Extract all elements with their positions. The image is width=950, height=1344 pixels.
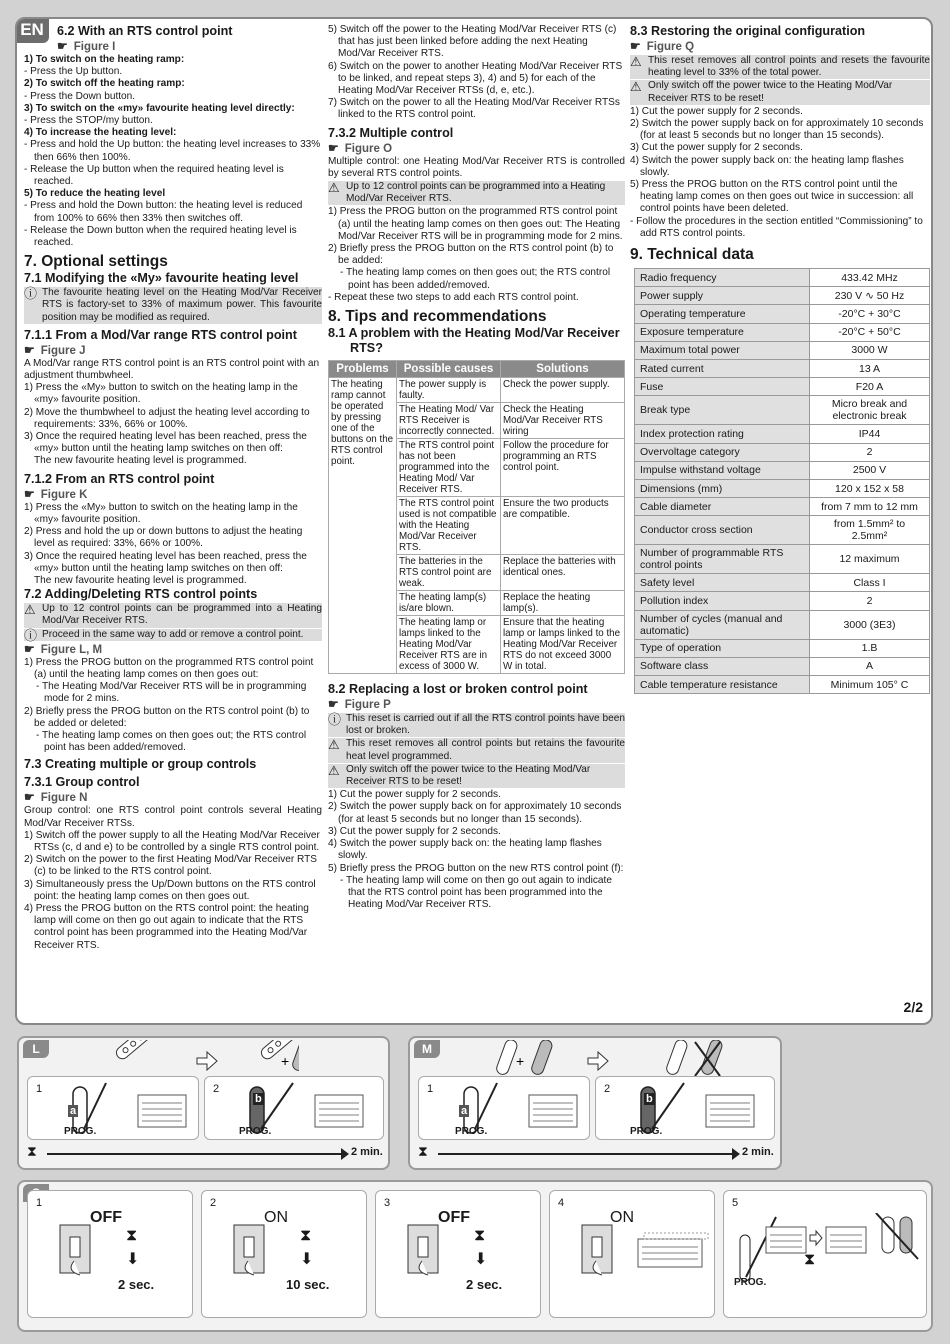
figure-l — [17, 1036, 390, 1170]
step-text: - The heating lamp comes on then goes out; the RTS control point has been added/removed. — [340, 267, 611, 291]
warning-icon: ⚠ — [630, 79, 642, 95]
cause-cell: The Heating Mod/ Var RTS Receiver is incorrectly connected. — [397, 403, 501, 439]
down-arrow-icon: ⬇ — [300, 1251, 314, 1268]
step-text: 1) Press the «My» button to switch on the heating lamp in the «my» favourite position. — [24, 382, 298, 406]
remote-icon — [665, 1040, 689, 1076]
tech-value: F20 A — [810, 378, 930, 396]
tech-label: Type of operation — [635, 639, 810, 657]
step-text: - Press the Up button. — [24, 66, 123, 78]
tech-row — [635, 479, 930, 497]
tech-value: 12 maximum — [810, 545, 930, 574]
cause-cell: The RTS control point used is not compatible with the Heating Mod/Var Receiver RTS. — [397, 497, 501, 555]
figure-p-ref: ☛ Figure P — [328, 697, 391, 712]
tech-value: from 7 mm to 12 mm — [810, 498, 930, 516]
info-icon: ⓘ — [328, 712, 342, 728]
tech-row — [635, 574, 930, 592]
prog-label: PROG. — [630, 1126, 663, 1137]
tech-row — [635, 378, 930, 396]
step-text: 3) Once the required heating level has been reached, press the «my» button until the heating lamp switches on then off: — [24, 431, 307, 455]
figure-o-ref: ☛ Figure O — [328, 140, 393, 155]
panel-number: 2 — [213, 1083, 220, 1095]
tech-value: A — [810, 657, 930, 675]
remote-icon — [700, 1040, 724, 1076]
panel-number: 1 — [36, 1083, 43, 1095]
hourglass-icon: ⧗ — [418, 1143, 428, 1159]
step-text: 1) Press the «My» button to switch on the heating lamp in the «my» favourite position. — [24, 501, 298, 525]
solution-cell: Ensure the two products are compatible. — [501, 497, 625, 555]
paragraph: A Mod/Var range RTS control point is an RTS control point with an adjustment thumbwheel. — [24, 357, 320, 382]
step-text: 2) Press and hold the up or down buttons to adjust the heating level as required: 33%, 66% or 100%. — [24, 526, 303, 550]
tech-row — [635, 610, 930, 639]
cause-cell: The heating lamp(s) is/are blown. — [397, 591, 501, 616]
figure-q-panel-5 — [723, 1190, 927, 1318]
step-text: 3) Cut the power supply for 2 seconds. — [630, 142, 803, 154]
tech-value: -20°C + 30°C — [810, 305, 930, 323]
tech-value: 3000 (3E3) — [810, 610, 930, 639]
down-arrow-icon: ⬇ — [474, 1251, 488, 1268]
panel-number: 4 — [558, 1197, 565, 1209]
arrow-head-icon — [341, 1148, 349, 1160]
figure-n-ref: ☛ Figure N — [24, 790, 88, 805]
state-label: OFF — [90, 1209, 122, 1226]
hourglass-icon: ⧗ — [804, 1251, 816, 1268]
remote-icon — [530, 1040, 554, 1076]
heading-8: 8. Tips and recommendations — [328, 308, 547, 326]
circuit-breaker-icon — [230, 1221, 270, 1277]
heading-7-1: 7.1 Modifying the «My» favourite heating level — [24, 271, 299, 286]
step-text: 1) Switch off the power supply to all the Heating Mod/Var Receiver RTSs (c, d and e) to be controlled by a single RTS control point. — [24, 829, 320, 853]
circuit-breaker-icon — [578, 1221, 618, 1277]
tech-label: Exposure temperature — [635, 323, 810, 341]
tech-row — [635, 269, 930, 287]
svg-text:+: + — [281, 1053, 290, 1069]
pointing-hand-icon: ☛ — [24, 486, 35, 501]
control-point-label: a — [461, 1105, 468, 1117]
figure-l-panel-1 — [27, 1076, 199, 1140]
heading-7-1-2: 7.1.2 From an RTS control point — [24, 471, 215, 486]
step-text: - Release the Down button when the required heating level is reached. — [24, 224, 297, 249]
timeline-arrow — [47, 1153, 345, 1155]
figure-label: L — [23, 1040, 49, 1058]
tech-value: -20°C + 50°C — [810, 323, 930, 341]
step-text: 2) Briefly press the PROG button on the RTS control point (b) to be added or deleted: — [24, 705, 310, 729]
hourglass-icon: ⧗ — [474, 1227, 486, 1244]
warning-note: ⚠ Only switch off the power twice to the Heating Mod/Var Receiver RTS to be reset! — [328, 764, 625, 788]
step-text: 4) Press the PROG button on the RTS control point: the heating lamp will come on then go out again to indicate that the RTS control point has been programmed into the Heating Mod/Var Receiver RTS. — [24, 902, 309, 951]
figure-lm-ref: ☛ Figure L, M — [24, 641, 103, 656]
tech-row — [635, 498, 930, 516]
solution-cell: Follow the procedure for programming an RTS control point. — [501, 439, 625, 497]
tech-row — [635, 545, 930, 574]
arrow-icon — [197, 1052, 217, 1070]
warning-icon: ⚠ — [630, 54, 642, 69]
figure-m-panel-2 — [595, 1076, 775, 1140]
prog-label: PROG. — [455, 1126, 488, 1137]
step-text: 5) Press the PROG button on the RTS control point until the heating lamp comes on then goes out twice in succession: all control points have been deleted. — [630, 179, 914, 215]
heading-6-2: 6.2 With an RTS control point — [57, 24, 233, 38]
pointing-hand-icon: ☛ — [24, 342, 35, 357]
panel-number: 1 — [36, 1197, 43, 1209]
warning-note: ⚠ Up to 12 control points can be programmed into a Heating Mod/Var Receiver RTS. — [24, 602, 322, 627]
info-note: ⓘ The favourite heating level on the Heating Mod/Var Receiver RTS is factory-set to 33% of maximum power. This favourite position may be modified as required. — [24, 286, 322, 323]
step-text: - Repeat these two steps to add each RTS control point. — [328, 291, 579, 303]
tech-label: Number of cycles (manual and automatic) — [635, 610, 810, 639]
cause-cell: The batteries in the RTS control point are weak. — [397, 555, 501, 591]
document-page — [15, 17, 933, 1025]
figure-m-panel-1 — [418, 1076, 590, 1140]
tech-value: 3000 W — [810, 341, 930, 359]
tech-row — [635, 359, 930, 377]
step-text: - The heating lamp comes on then goes out; the RTS control point has been added/removed. — [36, 729, 307, 754]
step-text: 2) Switch the power supply back on for approximately 10 seconds (for at least 5 seconds but no longer than 15 seconds). — [328, 801, 622, 825]
step-text: 2) Switch on the power to the first Heating Mod/Var Receiver RTS (c) to be linked to the RTS control point. — [24, 854, 318, 878]
pointing-hand-icon: ☛ — [328, 697, 339, 712]
prog-label: PROG. — [239, 1126, 272, 1137]
cause-cell: The power supply is faulty. — [397, 378, 501, 403]
warning-note: ⚠ Only switch off the power twice to the Heating Mod/Var Receiver RTS to be reset! — [630, 80, 930, 104]
step-text: 3) Once the required heating level has been reached, press the «my» button until the heating lamp switches on then off: — [24, 550, 307, 574]
column-2 — [328, 24, 625, 911]
figure-k-ref: ☛ Figure K — [24, 486, 88, 501]
tech-value: 433.42 MHz — [810, 269, 930, 287]
heading-7-3-2: 7.3.2 Multiple control — [328, 125, 454, 140]
solution-cell: Check the Heating Mod/Var Receiver RTS wiring — [501, 403, 625, 439]
step-heading: 1) To switch on the heating ramp: — [24, 54, 185, 65]
pointing-hand-icon: ☛ — [57, 39, 68, 53]
tech-value: 1.B — [810, 639, 930, 657]
warning-note: ⚠ Up to 12 control points can be programmed into a Heating Mod/Var Receiver RTS. — [328, 181, 625, 205]
cause-cell: The RTS control point has not been programmed into the Heating Mod/ Var Receiver RTS. — [397, 439, 501, 497]
heading-7-1-1: 7.1.1 From a Mod/Var range RTS control point — [24, 327, 297, 342]
heading-9: 9. Technical data — [630, 246, 754, 264]
step-text: 1) Cut the power supply for 2 seconds. — [630, 105, 803, 117]
tech-label: Conductor cross section — [635, 516, 810, 545]
prog-label: PROG. — [64, 1126, 97, 1137]
step-text: - Press the STOP/my button. — [24, 115, 153, 127]
arrow-head-icon — [732, 1148, 740, 1160]
heading-7-3: 7.3 Creating multiple or group controls — [24, 757, 257, 772]
tech-value: 2 — [810, 592, 930, 610]
tech-label: Overvoltage category — [635, 443, 810, 461]
step-text: - Release the Up button when the required heating level is reached. — [24, 163, 284, 188]
step-text: 2) Switch the power supply back on for approximately 10 seconds (for at least 5 seconds but no longer than 15 seconds). — [630, 118, 924, 142]
cause-cell: The heating lamp or lamps linked to the Heating Mod/Var Receiver RTS are in excess of 3000 W. — [397, 616, 501, 674]
step-text: The new favourite heating level is programmed. — [34, 455, 247, 467]
panel-number: 3 — [384, 1197, 391, 1209]
warning-icon: ⚠ — [328, 737, 340, 753]
panel-number: 2 — [604, 1083, 611, 1095]
heading-7-3-1: 7.3.1 Group control — [24, 775, 140, 790]
pointing-hand-icon: ☛ — [24, 641, 35, 656]
tech-label: Power supply — [635, 287, 810, 305]
tech-row — [635, 657, 930, 675]
figure-q-panel-3 — [375, 1190, 541, 1318]
column-header: Problems — [329, 361, 397, 378]
step-text: 2) Move the thumbwheel to adjust the heating level according to requirements: 33%, 66% or 100%. — [24, 406, 310, 430]
tech-value: Micro break and electronic break — [810, 396, 930, 425]
step-text: 4) Switch the power supply back on: the heating lamp flashes slowly. — [328, 838, 602, 862]
column-header: Possible causes — [397, 361, 501, 378]
technical-data-table — [634, 268, 930, 694]
heading-7-2: 7.2 Adding/Deleting RTS control points — [24, 587, 258, 602]
figure-label: M — [414, 1040, 440, 1058]
panel-number: 5 — [732, 1197, 739, 1209]
paragraph: Group control: one RTS control point controls several Heating Mod/Var Receiver RTSs. — [24, 805, 322, 829]
tech-row — [635, 443, 930, 461]
remote-icon — [291, 1040, 299, 1072]
tech-row — [635, 516, 930, 545]
solution-cell: Replace the batteries with identical ones. — [501, 555, 625, 591]
hourglass-icon: ⧗ — [27, 1143, 37, 1159]
info-note: ⓘ This reset is carried out if all the RTS control points have been lost or broken. — [328, 712, 625, 737]
step-text: 7) Switch on the power to all the Heating Mod/Var Receiver RTSs linked to the RTS control point. — [328, 97, 620, 121]
tech-row — [635, 305, 930, 323]
warning-icon: ⚠ — [328, 180, 340, 196]
step-text: 4) Switch the power supply back on: the heating lamp flashes slowly. — [630, 154, 904, 178]
paragraph: Multiple control: one Heating Mod/Var Receiver RTS is controlled by several RTS control points. — [328, 155, 625, 179]
control-point-label: a — [70, 1105, 77, 1117]
tech-row — [635, 425, 930, 443]
tech-label: Pollution index — [635, 592, 810, 610]
panel-number: 2 — [210, 1197, 217, 1209]
step-text: 6) Switch on the power to another Heating Mod/Var Receiver RTS to be linked, and repeat steps 3), 4) and 5) for each of the Heating Mod/Var Receiver RTSs (d, e, etc.). — [328, 60, 623, 97]
state-label: ON — [610, 1209, 634, 1226]
figure-q — [17, 1180, 933, 1332]
figure-j-ref: ☛ Figure J — [24, 342, 86, 357]
heading-8-2: 8.2 Replacing a lost or broken control point — [328, 682, 588, 697]
step-text: - The Heating Mod/Var Receiver RTS will be in programming mode for 2 mins. — [36, 681, 307, 705]
tech-row — [635, 461, 930, 479]
tech-row — [635, 396, 930, 425]
tech-value: from 1.5mm² to 2.5mm² — [810, 516, 930, 545]
tech-row — [635, 639, 930, 657]
tech-value: Class I — [810, 574, 930, 592]
heating-lamp-icon — [634, 1225, 710, 1275]
column-1 — [24, 24, 322, 952]
figure-q-ref: ☛ Figure Q — [630, 39, 695, 53]
duration-label: 10 sec. — [286, 1277, 330, 1292]
tech-label: Software class — [635, 657, 810, 675]
solution-cell: Ensure that the heating lamp or lamps linked to the Heating Mod/Var Receiver RTS do not exceed 3000 W in total. — [501, 616, 625, 674]
tech-value: 13 A — [810, 359, 930, 377]
solution-cell: Check the power supply. — [501, 378, 625, 403]
tech-label: Operating temperature — [635, 305, 810, 323]
table-row — [329, 378, 625, 403]
step-text: 1) Press the PROG button on the programmed RTS control point (a) until the heating lamp comes on then goes out: — [24, 656, 314, 680]
tech-label: Fuse — [635, 378, 810, 396]
tech-label: Rated current — [635, 359, 810, 377]
heading-8-3: 8.3 Restoring the original configuration — [630, 24, 866, 38]
pointing-hand-icon: ☛ — [328, 140, 339, 155]
tech-label: Radio frequency — [635, 269, 810, 287]
tech-row — [635, 592, 930, 610]
tech-row — [635, 676, 930, 694]
tech-label: Dimensions (mm) — [635, 479, 810, 497]
page-number: 2/2 — [903, 999, 923, 1015]
figure-i-ref: ☛ Figure I — [57, 39, 116, 53]
step-text: - Press the Down button. — [24, 90, 136, 102]
figure-q-panel-2 — [201, 1190, 367, 1318]
tech-label: Number of programmable RTS control points — [635, 545, 810, 574]
info-note: ⓘ Proceed in the same way to add or remove a control point. — [24, 629, 322, 641]
step-text: - Press and hold the Up button: the heating level increases to 33% then 66% then 100%. — [24, 139, 321, 163]
tech-value: 2 — [810, 443, 930, 461]
duration-label: 2 min. — [351, 1146, 383, 1158]
tech-row — [635, 287, 930, 305]
step-text: 2) Briefly press the PROG button on the RTS control point (b) to be added: — [328, 243, 614, 267]
troubleshooting-table — [328, 360, 625, 674]
tech-value: 120 x 152 x 58 — [810, 479, 930, 497]
step-text: 3) Simultaneously press the Up/Down buttons on the RTS control point: the heating lamp comes on then goes out. — [24, 878, 316, 902]
step-text: 1) Cut the power supply for 2 seconds. — [328, 789, 501, 801]
hourglass-icon: ⧗ — [126, 1227, 138, 1244]
circuit-breaker-icon — [56, 1221, 96, 1277]
state-label: OFF — [438, 1209, 470, 1226]
state-label: ON — [264, 1209, 288, 1226]
tech-label: Index protection rating — [635, 425, 810, 443]
step-text: - The heating lamp will come on then go out again to indicate that the RTS control point has been programmed into the Heating Mod/Var Receiver RTS. — [340, 874, 612, 911]
prog-label: PROG. — [734, 1277, 767, 1288]
table-header-row — [329, 361, 625, 378]
info-icon: ⓘ — [24, 286, 38, 302]
tech-value: 230 V ∿ 50 Hz — [810, 287, 930, 305]
tech-value: IP44 — [810, 425, 930, 443]
step-text: The new favourite heating level is programmed. — [34, 574, 247, 586]
figure-q-panel-4 — [549, 1190, 715, 1318]
column-header: Solutions — [501, 361, 625, 378]
tech-label: Maximum total power — [635, 341, 810, 359]
duration-label: 2 sec. — [118, 1277, 155, 1292]
hourglass-icon: ⧗ — [300, 1227, 312, 1244]
timeline-arrow — [438, 1153, 736, 1155]
step-heading: 2) To switch off the heating ramp: — [24, 78, 185, 90]
step-text: 5) Switch off the power to the Heating Mod/Var Receiver RTS (c) that has just been linked before adding the next Heating Mod/Var Receiver RTS. — [328, 24, 617, 60]
tech-label: Impulse withstand voltage — [635, 461, 810, 479]
warning-note: ⚠ This reset removes all control points but retains the favourite heat level programmed. — [328, 737, 625, 762]
circuit-breaker-icon — [404, 1221, 444, 1277]
control-point-label: b — [255, 1093, 262, 1105]
arrow-icon — [588, 1052, 608, 1070]
problem-cell: The heating ramp cannot be operated by pressing one of the buttons on the RTS control point. — [329, 378, 397, 674]
remote-icon — [259, 1040, 297, 1061]
tech-row — [635, 341, 930, 359]
step-text: - Follow the procedures in the section entitled “Commissioning” to add RTS control points. — [630, 215, 923, 239]
pointing-hand-icon: ☛ — [630, 39, 641, 53]
svg-text:+: + — [516, 1053, 525, 1069]
column-3 — [630, 24, 930, 694]
pointing-hand-icon: ☛ — [24, 790, 35, 805]
down-arrow-icon: ⬇ — [126, 1251, 140, 1268]
language-badge: EN — [15, 17, 49, 43]
tech-value: 2500 V — [810, 461, 930, 479]
step-heading: 4) To increase the heating level: — [24, 127, 177, 139]
tech-label: Cable temperature resistance — [635, 676, 810, 694]
remotes-illustration — [109, 1040, 299, 1078]
step-text: 1) Press the PROG button on the programmed RTS control point (a) until the heating lamp comes on then goes out: The Heating Mod/Var Receiver RTS will be in programming mode for 2 mins. — [328, 206, 623, 242]
panel-number: 1 — [427, 1083, 434, 1095]
tech-row — [635, 323, 930, 341]
info-icon: ⓘ — [24, 627, 38, 643]
warning-note: ⚠ This reset removes all control points and resets the favourite heating level to 33% of the total power. — [630, 54, 930, 79]
tech-label: Break type — [635, 396, 810, 425]
remotes-illustration — [490, 1040, 730, 1078]
control-point-label: b — [646, 1093, 653, 1105]
step-text: 5) Briefly press the PROG button on the new RTS control point (f): — [328, 862, 624, 874]
tech-label: Cable diameter — [635, 498, 810, 516]
tech-value: Minimum 105° C — [810, 676, 930, 694]
step-text: 3) Cut the power supply for 2 seconds. — [328, 825, 501, 837]
figure-l-panel-2 — [204, 1076, 384, 1140]
duration-label: 2 min. — [742, 1146, 774, 1158]
duration-label: 2 sec. — [466, 1277, 503, 1292]
step-text: - Press and hold the Down button: the heating level is reduced from 100% to 66% then 33% then switches off. — [24, 200, 303, 224]
step-heading: 5) To reduce the heating level — [24, 188, 166, 200]
warning-icon: ⚠ — [24, 602, 36, 618]
step-heading: 3) To switch on the «my» favourite heating level directly: — [24, 102, 295, 114]
solution-cell: Replace the heating lamp(s). — [501, 591, 625, 616]
warning-icon: ⚠ — [328, 762, 340, 778]
heading-7: 7. Optional settings — [24, 253, 168, 271]
heading-8-1: 8.1 A problem with the Heating Mod/Var Receiver RTS? — [328, 326, 620, 356]
figure-m — [408, 1036, 782, 1170]
tech-label: Safety level — [635, 574, 810, 592]
remote-icon — [114, 1040, 152, 1061]
figure-q-panel-1 — [27, 1190, 193, 1318]
